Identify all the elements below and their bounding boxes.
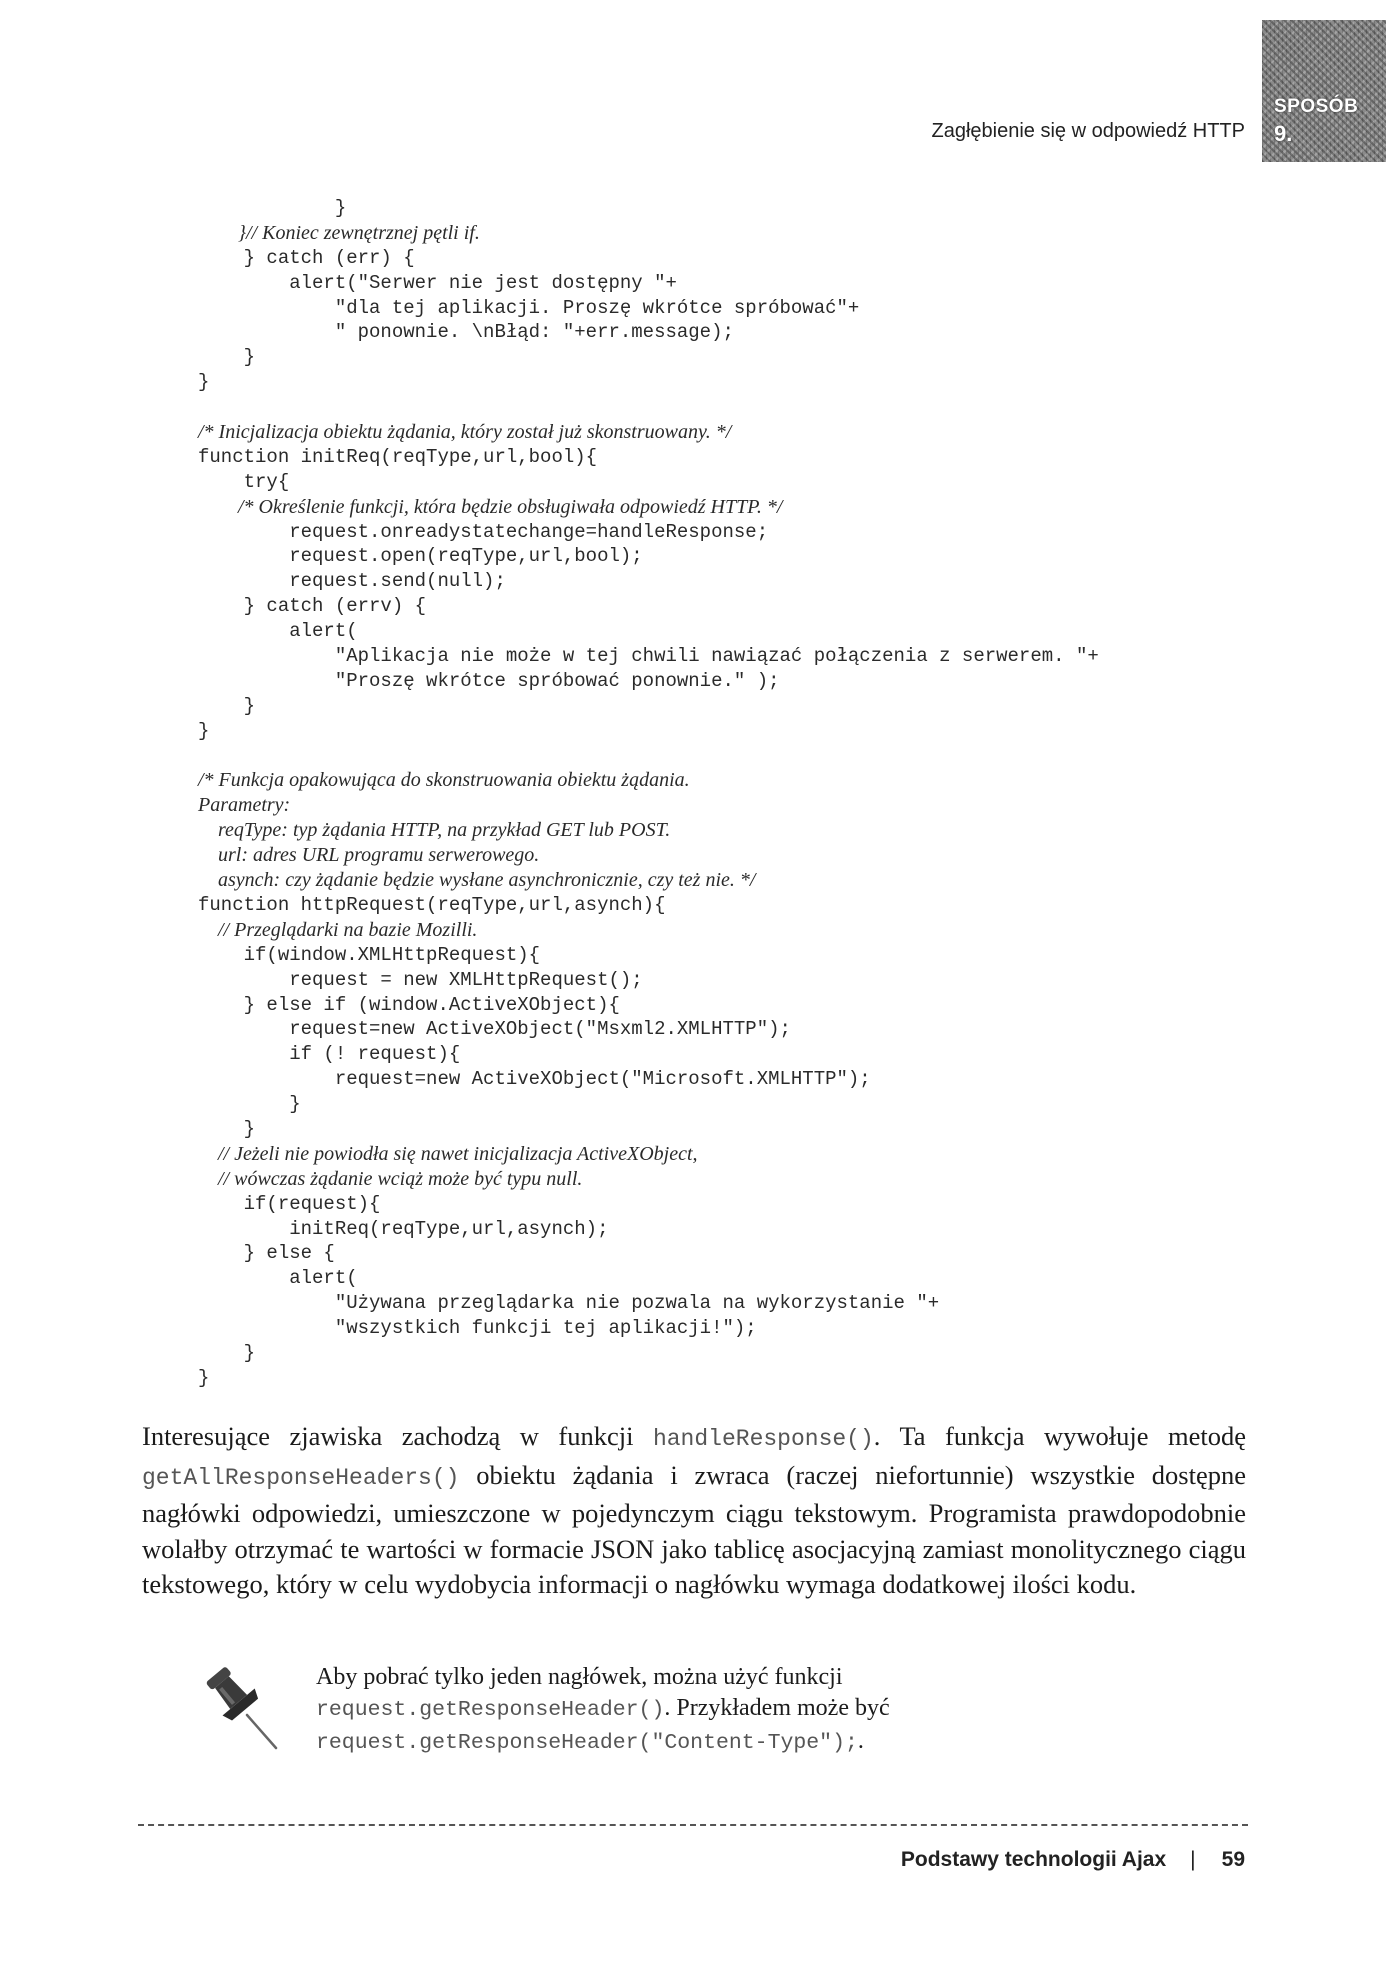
code-line: initReq(reqType,url,asynch); [198, 1217, 609, 1240]
code-line: "Aplikacja nie może w tej chwili nawiązać połączenia z serwerem. "+ [198, 645, 1099, 668]
tip-text: . [857, 1728, 864, 1754]
code-comment-line: // wówczas żądanie wciąż może być typu null. [198, 1167, 583, 1190]
code-line: } [198, 1366, 210, 1389]
code-line [198, 395, 1228, 420]
code-line: "wszystkich funkcji tej aplikacji!"); [198, 1317, 757, 1340]
tip-text: Aby pobrać tylko jeden nagłówek, można użyć funkcji [316, 1664, 843, 1690]
code-comment-line: /* Funkcja opakowująca do skonstruowania obiektu żądania. [198, 769, 690, 792]
code-line: } catch (errv) { [198, 595, 427, 618]
paragraph-text: . Ta funkcja wywołuje metodę [873, 1421, 1247, 1451]
inline-code: request.getResponseHeader("Content-Type"); [316, 1731, 858, 1755]
paragraph-text: Interesujące zjawiska zachodzą w funkcji [142, 1421, 653, 1451]
code-line: } [198, 197, 347, 219]
code-line: request=new ActiveXObject("Microsoft.XMLHTTP"); [198, 1068, 871, 1091]
code-line: request.onreadystatechange=handleResponse; [198, 520, 769, 543]
book-title: Podstawy technologii Ajax [900, 1848, 1167, 1871]
page-number: 59 [1221, 1848, 1245, 1871]
code-line: } [198, 1341, 256, 1364]
code-line: try{ [198, 470, 290, 493]
body-paragraph [142, 1419, 1246, 1603]
paragraph-text: obiektu żądania i zwraca (raczej niefortunnie) wszystkie dostępne nagłówki odpowiedzi, umieszczone w pojedynczym ciągu tekstowym. Programista prawdopodobnie wolałby otrzymać te wartości w formacie JSON jako tablicę asocjacyjną zamiast monolitycznego ciągu tekstowego, który w celu wydobycia informacji o nagłówku wymaga dodatkowej ilości kodu. [142, 1459, 1246, 1599]
footer-divider [138, 1824, 1248, 1826]
code-line: function httpRequest(reqType,url,asynch){ [198, 893, 666, 916]
code-line [198, 744, 1228, 769]
tip-line-3 [316, 1726, 1216, 1759]
code-line: request.open(reqType,url,bool); [198, 545, 643, 568]
code-line: "Proszę wkrótce spróbować ponownie." ); [198, 669, 780, 692]
tip-line-2 [316, 1693, 1216, 1726]
code-line: } [198, 1117, 256, 1140]
code-line: "dla tej aplikacji. Proszę wkrótce spróbować"+ [198, 296, 860, 319]
code-line: } else { [198, 1242, 335, 1265]
code-listing [198, 196, 1228, 1391]
tip-note [316, 1662, 1216, 1759]
tip-line-1 [316, 1662, 1216, 1693]
sposob-tab-number: 9. [1274, 121, 1293, 146]
tip-text: . Przykładem może być [664, 1695, 890, 1721]
running-header: Zagłębienie się w odpowiedź HTTP [931, 120, 1245, 142]
code-line: request=new ActiveXObject("Msxml2.XMLHTTP"); [198, 1018, 791, 1041]
code-comment-line: }// Koniec zewnętrznej pętli if. [198, 221, 480, 244]
inline-code: handleResponse() [652, 1426, 874, 1452]
code-line: if(window.XMLHttpRequest){ [198, 943, 541, 966]
code-line: alert( [198, 620, 358, 643]
code-line: "Używana przeglądarka nie pozwala na wykorzystanie "+ [198, 1292, 940, 1315]
code-line: } catch (err) { [198, 246, 415, 269]
code-comment-line: // Jeżeli nie powiodła się nawet inicjalizacja ActiveXObject, [198, 1142, 698, 1165]
code-line: } [198, 719, 210, 742]
sposob-tab-label: SPOSÓB [1274, 96, 1359, 117]
code-comment-line: Parametry: [198, 794, 291, 817]
code-comment-line: /* Określenie funkcji, która będzie obsługiwała odpowiedź HTTP. */ [198, 495, 783, 518]
inline-code: request.getResponseHeader() [316, 1698, 665, 1722]
code-line: if (! request){ [198, 1043, 461, 1066]
code-line: } [198, 1093, 301, 1116]
code-comment-line: /* Inicjalizacja obiektu żądania, który został już skonstruowany. */ [198, 421, 732, 444]
code-line: " ponownie. \nBłąd: "+err.message); [198, 321, 734, 344]
code-comment-line: url: adres URL programu serwerowego. [198, 844, 540, 867]
code-line: request.send(null); [198, 570, 506, 593]
code-line: } else if (window.ActiveXObject){ [198, 993, 620, 1016]
code-line: } [198, 346, 256, 369]
code-line: if(request){ [198, 1192, 381, 1215]
pushpin-icon [192, 1660, 292, 1756]
page-footer [901, 1848, 1245, 1872]
footer-separator: | [1190, 1848, 1196, 1871]
code-line: function initReq(reqType,url,bool){ [198, 445, 598, 468]
code-line: request = new XMLHttpRequest(); [198, 968, 643, 991]
inline-code: getAllResponseHeaders() [142, 1464, 460, 1491]
code-comment-line: asynch: czy żądanie będzie wysłane asynchronicznie, czy też nie. */ [198, 869, 756, 892]
code-line: } [198, 694, 256, 717]
code-comment-line: // Przeglądarki na bazie Mozilli. [198, 918, 478, 941]
code-line: alert( [198, 1267, 358, 1290]
sposob-tab [1262, 20, 1386, 162]
code-line: } [198, 371, 210, 394]
code-line: alert("Serwer nie jest dostępny "+ [198, 271, 677, 294]
code-comment-line: reqType: typ żądania HTTP, na przykład GET lub POST. [198, 819, 671, 842]
